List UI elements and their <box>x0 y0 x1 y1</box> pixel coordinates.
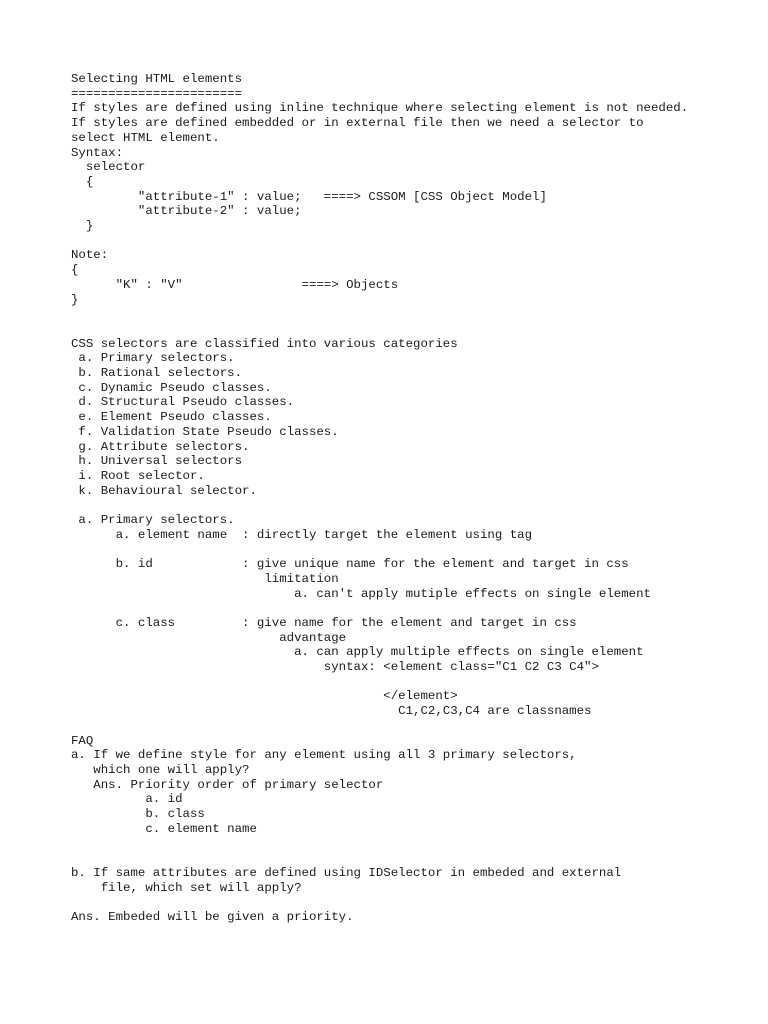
text-line <box>71 234 751 249</box>
text-line: advantage <box>71 630 347 645</box>
text-line: { <box>71 174 94 189</box>
text-line: FAQ <box>71 733 94 748</box>
text-line: a. can't apply mutiple effects on single element <box>71 586 651 601</box>
text-line: "K" : "V" ====> Objects <box>71 277 399 292</box>
text-line: e. Element Pseudo classes. <box>71 410 272 425</box>
document-body <box>71 72 751 925</box>
text-line <box>71 895 751 910</box>
text-line: d. Structural Pseudo classes. <box>71 395 295 410</box>
text-line: } <box>71 219 94 234</box>
text-line: c. class : give name for the element and target in css <box>71 615 577 630</box>
text-line: b. id : give unique name for the element and target in css <box>71 557 629 572</box>
text-line: </element> <box>71 689 458 704</box>
text-line: a. id <box>71 792 183 807</box>
text-line: If styles are defined embedded or in external file then we need a selector to <box>71 116 644 131</box>
text-line: "attribute-1" : value; ====> CSSOM [CSS Object Model] <box>71 189 547 204</box>
text-line: b. class <box>71 807 205 822</box>
text-line: f. Validation State Pseudo classes. <box>71 424 339 439</box>
text-line <box>71 675 751 690</box>
text-line <box>71 836 751 851</box>
text-line: limitation <box>71 571 339 586</box>
text-line: b. Rational selectors. <box>71 366 243 381</box>
text-line: g. Attribute selectors. <box>71 439 250 454</box>
text-line: k. Behavioural selector. <box>71 483 257 498</box>
text-line: Note: <box>71 248 109 263</box>
text-line: selector <box>71 160 146 175</box>
text-line <box>71 719 751 734</box>
text-line: select HTML element. <box>71 130 220 145</box>
text-line: syntax: <element class="C1 C2 C3 C4"> <box>71 660 599 675</box>
text-line: c. Dynamic Pseudo classes. <box>71 380 272 395</box>
text-line: a. Primary selectors. <box>71 513 235 528</box>
text-line: Selecting HTML elements <box>71 72 243 86</box>
text-line: C1,C2,C3,C4 are classnames <box>71 704 592 719</box>
text-line: CSS selectors are classified into various categories <box>71 336 458 351</box>
text-line <box>71 601 751 616</box>
text-line <box>71 542 751 557</box>
text-line: Syntax: <box>71 145 124 160</box>
text-line: { <box>71 263 79 278</box>
text-line <box>71 498 751 513</box>
text-line: which one will apply? <box>71 762 250 777</box>
text-line: a. Primary selectors. <box>71 351 235 366</box>
text-line <box>71 851 751 866</box>
text-line: i. Root selector. <box>71 468 205 483</box>
text-line <box>71 307 751 322</box>
text-line: "attribute-2" : value; <box>71 204 302 219</box>
text-line: a. If we define style for any element using all 3 primary selectors, <box>71 748 577 763</box>
text-line: } <box>71 292 79 307</box>
text-line: Ans. Priority order of primary selector <box>71 777 384 792</box>
text-line: h. Universal selectors <box>71 454 243 469</box>
text-line: b. If same attributes are defined using IDSelector in embeded and external <box>71 865 622 880</box>
text-line <box>71 322 751 337</box>
text-line: a. element name : directly target the element using tag <box>71 527 533 542</box>
text-line: c. element name <box>71 821 257 836</box>
text-line: file, which set will apply? <box>71 880 302 895</box>
text-line: Ans. Embeded will be given a priority. <box>71 909 354 924</box>
text-line: ======================= <box>71 86 243 101</box>
text-line: If styles are defined using inline technique where selecting element is not needed. <box>71 101 689 116</box>
text-line: a. can apply multiple effects on single element <box>71 645 644 660</box>
